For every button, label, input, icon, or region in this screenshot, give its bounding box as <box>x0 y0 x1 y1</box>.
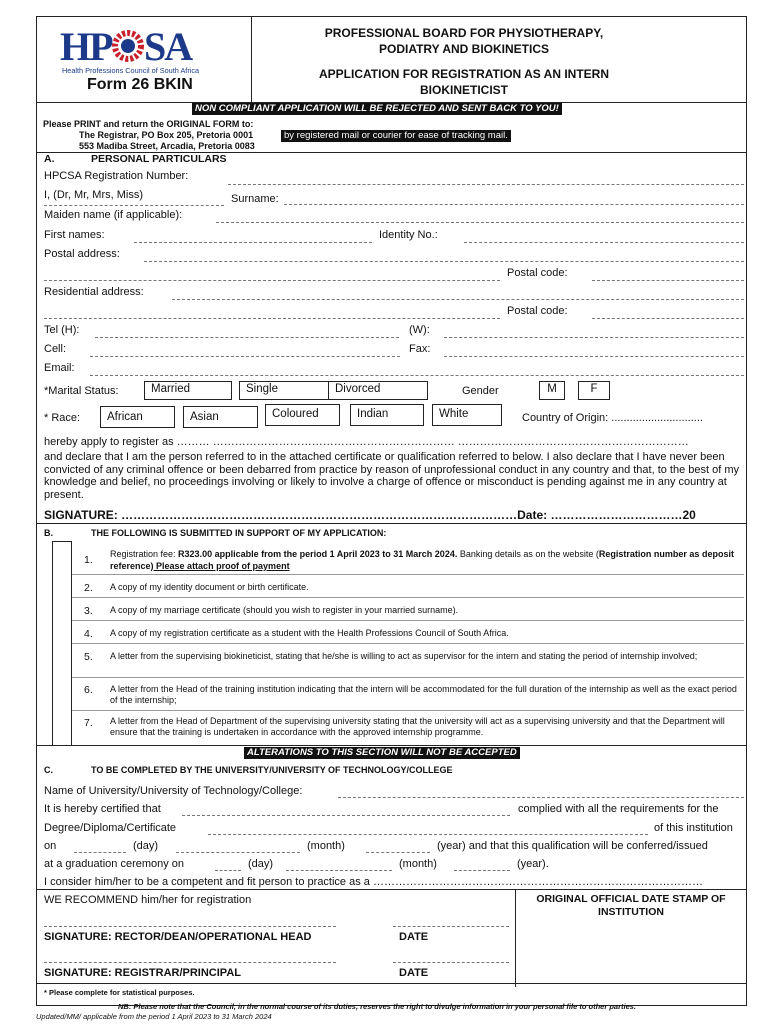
registrar-sig-field[interactable] <box>44 962 336 963</box>
consider-line[interactable]: I consider him/her to be a competent and fit person to practice as a ……………………………………………………………………………… <box>44 876 703 888</box>
grad-day-label: (day) <box>248 858 274 870</box>
registrar-signature-label: SIGNATURE: REGISTRAR/PRINCIPAL <box>44 967 241 979</box>
tel-h-label: Tel (H): <box>44 324 80 336</box>
identity-label: Identity No.: <box>379 229 438 241</box>
section-b-title: THE FOLLOWING IS SUBMITTED IN SUPPORT OF MY APPLICATION: <box>91 528 387 538</box>
graduation-label: at a graduation ceremony on <box>44 858 185 870</box>
month-field[interactable] <box>176 852 300 853</box>
tel-h-field[interactable] <box>95 337 399 338</box>
statistical-note: * Please complete for statistical purposes. <box>44 988 195 997</box>
hpcsa-logo <box>60 24 228 76</box>
degree-label: Degree/Diploma/Certificate <box>44 822 177 834</box>
fax-field[interactable] <box>444 356 744 357</box>
residential-field[interactable] <box>172 299 744 300</box>
non-compliant-banner: NON COMPLIANT APPLICATION WILL BE REJECTED AND SENT BACK TO YOU! <box>192 103 562 115</box>
identity-field[interactable] <box>464 242 744 243</box>
first-names-field[interactable] <box>134 242 372 243</box>
race-coloured[interactable]: Coloured <box>265 404 340 426</box>
item-4-num: 4. <box>84 628 93 640</box>
year-field[interactable] <box>366 852 430 853</box>
section-c-rule <box>36 745 747 746</box>
postal-code-label: Postal code: <box>507 267 568 279</box>
item-3-rule <box>72 620 744 621</box>
item-6-rule <box>72 710 744 711</box>
signature-line[interactable]: SIGNATURE: ………………………………………………………………………………………Date: ……………………………20 <box>44 508 696 522</box>
item-4-rule <box>72 643 744 644</box>
month-label: (month) <box>307 840 345 852</box>
item-2-num: 2. <box>84 582 93 594</box>
board-title-2: PODIATRY AND BIOKINETICS <box>378 42 549 56</box>
cell-label: Cell: <box>44 343 67 355</box>
title-field[interactable] <box>44 205 224 206</box>
first-names-label: First names: <box>44 229 105 241</box>
rector-sig-field[interactable] <box>44 926 336 927</box>
item-5-num: 5. <box>84 651 93 663</box>
address-line-2: 553 Madiba Street, Arcadia, Pretoria 0083 <box>79 141 255 151</box>
reg-number-field[interactable] <box>228 184 744 185</box>
univ-name-label: Name of University/University of Technology/College: <box>44 785 303 797</box>
day-field[interactable] <box>74 852 126 853</box>
section-b-rule <box>36 523 747 524</box>
marital-married[interactable]: Married <box>144 381 232 400</box>
surname-label: Surname: <box>231 193 279 205</box>
gender-f[interactable]: F <box>578 381 610 400</box>
item-6-text: A letter from the Head of the training institution indicating that the intern will be accommodated for the full duration of the internship as well as the exact period of the internship; <box>110 684 737 705</box>
address-line-1: The Registrar, PO Box 205, Pretoria 0001 <box>79 130 254 140</box>
section-c-letter: C. <box>44 765 53 775</box>
item-2-text: A copy of my identity document or birth certificate. <box>110 582 309 592</box>
section-a-letter: A. <box>44 153 55 165</box>
grad-year-field[interactable] <box>454 870 510 871</box>
title-label: I, (Dr, Mr, Mrs, Miss) <box>44 189 143 201</box>
tel-w-field[interactable] <box>444 337 744 338</box>
nb-note: NB: Please note that the Council, in the normal course of its duties, reserves the right to divulge information in your personal file to other parties. <box>118 1002 636 1011</box>
form-number: Form 26 BKIN <box>87 76 193 93</box>
item-7-num: 7. <box>84 717 93 729</box>
race-label: * Race: <box>44 412 81 424</box>
fax-label: Fax: <box>409 343 431 355</box>
item-5-rule <box>72 677 744 678</box>
race-african[interactable]: African <box>100 406 175 428</box>
checkbox-col-left <box>52 541 53 745</box>
section-a-title: PERSONAL PARTICULARS <box>91 153 227 165</box>
certified-label: It is hereby certified that <box>44 803 161 815</box>
tel-w-label: (W): <box>409 324 430 336</box>
race-indian[interactable]: Indian <box>350 404 424 426</box>
on-label: on <box>44 840 57 852</box>
rector-signature-label: SIGNATURE: RECTOR/DEAN/OPERATIONAL HEAD <box>44 931 312 943</box>
board-title: PROFESSIONAL BOARD FOR PHYSIOTHERAPY, <box>324 26 604 40</box>
complied-text: complied with all the requirements for the <box>518 803 719 815</box>
grad-month-label: (month) <box>399 858 437 870</box>
section-b-letter: B. <box>44 528 53 538</box>
grad-day-field[interactable] <box>215 870 241 871</box>
item-3-text: A copy of my marriage certificate (should you wish to register in your married surname). <box>110 605 459 615</box>
item-5-text: A letter from the supervising biokineticist, stating that he/she is willing to act as supervisor for the intern and stating the period of internship involved; <box>110 651 698 661</box>
maiden-label: Maiden name (if applicable): <box>44 209 183 221</box>
email-field[interactable] <box>90 375 744 376</box>
logo-subtitle: Health Professions Council of South Africa <box>62 66 200 75</box>
item-1-num: 1. <box>84 554 93 566</box>
degree-field[interactable] <box>208 834 648 835</box>
marital-divorced[interactable]: Divorced <box>328 381 428 400</box>
app-title: APPLICATION FOR REGISTRATION AS AN INTERN <box>319 67 609 81</box>
postal-code-field[interactable] <box>592 280 744 281</box>
race-white[interactable]: White <box>432 404 502 426</box>
rector-date-field[interactable] <box>393 926 509 927</box>
grad-year-label: (year). <box>517 858 549 870</box>
item-7-text: A letter from the Head of Department of the supervising university stating that the university will act as a supervising university and that the Department will ensure that the training is undertaken in accordance with the approved internship programme. <box>110 716 725 737</box>
postal-code-label-2: Postal code: <box>507 305 568 317</box>
univ-name-field[interactable] <box>338 797 744 798</box>
gender-label: Gender <box>462 385 499 397</box>
mail-note: by registered mail or courier for ease of tracking mail. <box>281 130 511 142</box>
item-3-num: 3. <box>84 605 93 617</box>
item-1-text: Registration fee: R323.00 applicable from the period 1 April 2023 to 31 March 2024. Banking details as on the website (Registration number as deposit reference) Please attach proof of payment <box>110 549 734 571</box>
year-conferred-text: (year) and that this qualification will be conferred/issued <box>437 840 708 852</box>
surname-field[interactable] <box>284 204 744 205</box>
print-instruction: Please PRINT and return the ORIGINAL FORM to: <box>43 119 254 129</box>
email-label: Email: <box>44 362 75 374</box>
updated-note: Updated/MM/ applicable from the period 1 April 2023 to 31 March 2024 <box>36 1012 272 1021</box>
postal-field[interactable] <box>144 261 744 262</box>
footer-rule <box>36 983 747 984</box>
item-6-num: 6. <box>84 684 93 696</box>
reg-number-label: HPCSA Registration Number: <box>44 170 189 182</box>
country-of-origin[interactable]: Country of Origin: .............................. <box>522 412 703 424</box>
marital-single[interactable]: Single <box>239 381 329 400</box>
day-label: (day) <box>133 840 159 852</box>
maiden-field[interactable] <box>216 222 744 223</box>
declaration-text: and declare that I am the person referred to in the attached certificate or qualification referred to below. I also declare that I have never been convicted of any criminal offence or been debarred from practice by reason of unprofessional conduct in any country and that, to the best of my knowledge and belief, no proceedings involving or likely to involve a charge of offence or misconduct is pending against me in any country at present. <box>44 451 740 501</box>
apply-line[interactable]: hereby apply to register as ……… ………………………………………………………… ……………………………………………………… <box>44 436 689 448</box>
marital-label: *Marital Status: <box>44 385 119 397</box>
postal-label: Postal address: <box>44 248 120 260</box>
registrar-date-field[interactable] <box>393 962 509 963</box>
stamp-divider <box>515 889 516 987</box>
app-title-2: BIOKINETICIST <box>419 83 508 97</box>
svg-text:HP: HP <box>60 24 112 69</box>
certified-name-field[interactable] <box>182 815 510 816</box>
recommend-rule <box>36 889 747 890</box>
item-2-rule <box>72 597 744 598</box>
postal-code-field-2[interactable] <box>592 318 744 319</box>
cell-field[interactable] <box>90 356 400 357</box>
postal-field-2[interactable] <box>44 280 500 281</box>
gender-m[interactable]: M <box>539 381 565 400</box>
residential-label: Residential address: <box>44 286 144 298</box>
svg-text:SA: SA <box>144 24 192 69</box>
item-4-text: A copy of my registration certificate as a student with the Health Professions Council of South Africa. <box>110 628 509 638</box>
residential-field-2[interactable] <box>44 318 500 319</box>
race-asian[interactable]: Asian <box>183 406 258 428</box>
stamp-label: ORIGINAL OFFICIAL DATE STAMP OF INSTITUTION <box>536 893 726 918</box>
item-1-rule <box>72 574 744 575</box>
alterations-banner: ALTERATIONS TO THIS SECTION WILL NOT BE ACCEPTED <box>244 747 520 759</box>
rector-date-label: DATE <box>399 931 429 943</box>
section-c-title: TO BE COMPLETED BY THE UNIVERSITY/UNIVERSITY OF TECHNOLOGY/COLLEGE <box>91 765 453 775</box>
recommend-text: WE RECOMMEND him/her for registration <box>44 894 252 906</box>
grad-month-field[interactable] <box>286 870 392 871</box>
of-institution-text: of this institution <box>654 822 733 834</box>
registrar-date-label: DATE <box>399 967 429 979</box>
